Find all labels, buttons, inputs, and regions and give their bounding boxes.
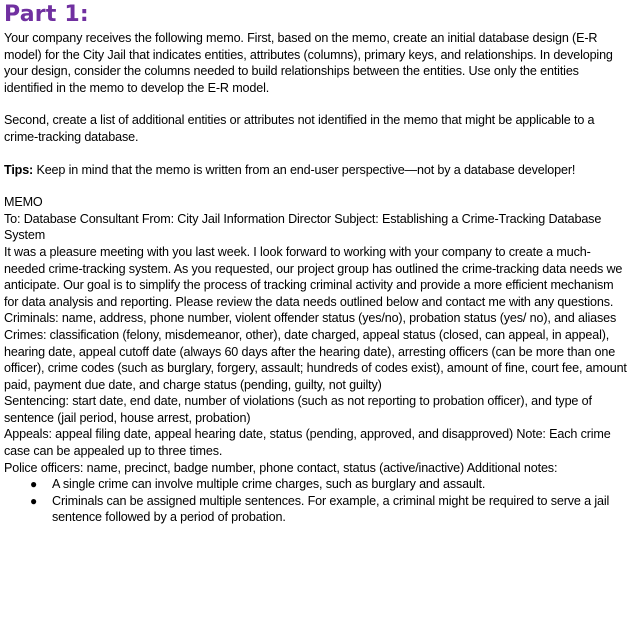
memo-criminals: Criminals: name, address, phone number, violent offender status (yes/no), probation status (yes/ no), and aliases — [4, 311, 617, 326]
memo-body: It was a pleasure meeting with you last week. I look forward to working with your company to create a much-needed crime-tracking system. As you requested, our project group has outlined the crime-tracking data needs we anticipate. Our goal is to simplify the process of tracking criminal activity and provide a more efficient mechanism for data analysis and reporting. Please review the data needs outlined below and contact me with any questions. — [4, 244, 623, 309]
memo-header: To: Database Consultant From: City Jail Information Director Subject: Establishing a Crime-Tracking Database System — [4, 211, 602, 243]
list-item — [30, 493, 631, 526]
tips-text: Keep in mind that the memo is written from an end-user perspective—not by a database developer! — [33, 162, 576, 177]
bullet-icon: ● — [30, 493, 38, 508]
list-item — [30, 476, 631, 493]
memo-crimes: Crimes: classification (felony, misdemeanor, other), date charged, appeal status (closed, can appeal, in appeal), hearing date, appeal cutoff date (always 60 days after the hearing date), arresting officers (can be more than one officer), crime codes (such as burglary, forgery, assault; hundreds of codes exist), amount of fine, court fee, amount paid, payment due date, and charge status (pending, guilty, not guilty) — [4, 327, 627, 392]
part-heading: Part 1: — [4, 2, 89, 27]
additional-notes-list — [4, 476, 631, 526]
tips-paragraph — [4, 162, 631, 179]
bullet-icon: ● — [30, 477, 38, 492]
spacer — [4, 178, 631, 194]
spacer — [4, 96, 631, 112]
intro-paragraph: Your company receives the following memo. First, based on the memo, create an initial database design (E-R model) for the City Jail that indicates entities, attributes (columns), primary keys, and relationships. In developing your design, consider the columns needed to build relationships between the entities. Use only the entities identified in the memo to develop the E-R model. — [4, 31, 613, 95]
memo-sentencing: Sentencing: start date, end date, number of violations (such as not reporting to probation officer), and type of sentence (jail period, house arrest, probation) — [4, 394, 592, 425]
note-text: A single crime can involve multiple crime charges, such as burglary and assault. — [52, 477, 486, 492]
memo-appeals: Appeals: appeal filing date, appeal hearing date, status (pending, approved, and disapproved) Note: Each crime case can be appealed up to three times. — [4, 427, 611, 459]
spacer — [4, 146, 631, 162]
note-text: Criminals can be assigned multiple sentences. For example, a criminal might be required to serve a jail sentence followed by a period of probation. — [52, 493, 610, 525]
second-paragraph: Second, create a list of additional entities or attributes not identified in the memo that might be applicable to a crime-tracking database. — [4, 113, 595, 144]
tips-label: Tips: — [4, 162, 34, 177]
memo-title: MEMO — [4, 195, 43, 210]
memo-police-officers: Police officers: name, precinct, badge number, phone contact, status (active/inactive) Additional notes: — [4, 460, 558, 475]
